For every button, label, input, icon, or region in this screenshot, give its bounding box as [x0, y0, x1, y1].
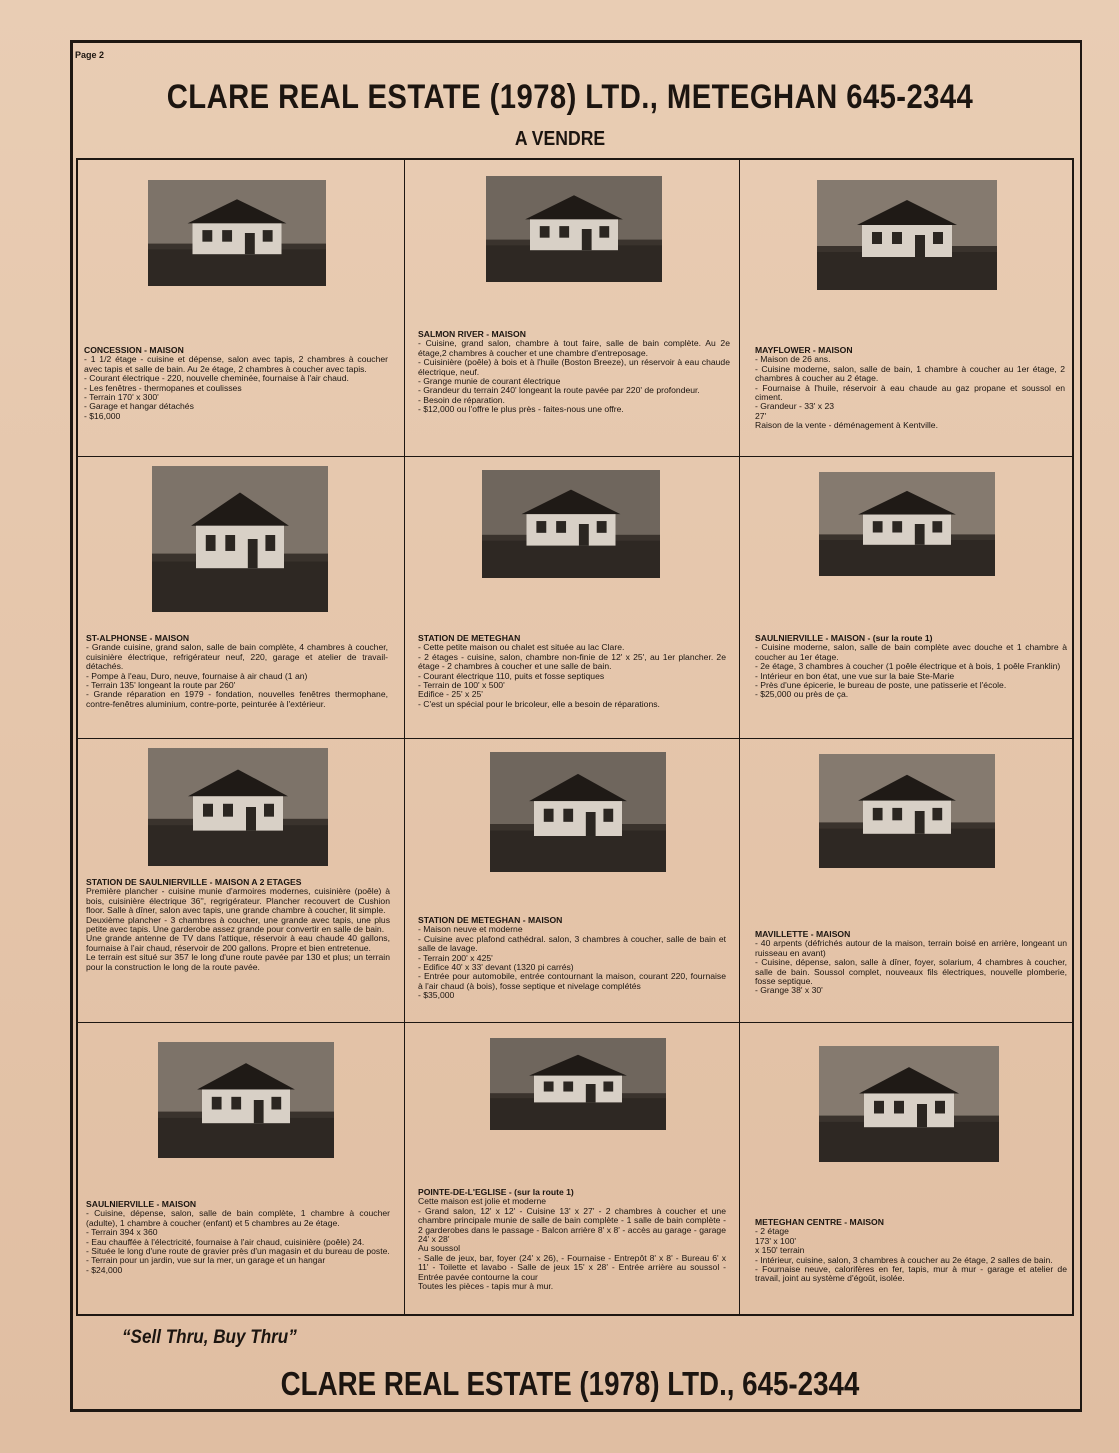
listing-line: - Cuisine, grand salon, chambre à tout faire, salle de bain complète. Au 2e étage,2 chambres à coucher et une chambre d'entreposage. [418, 338, 730, 358]
listing-line: - Courant électrique 110, puits et fosse septiques [418, 670, 605, 681]
listing-text [755, 634, 1067, 700]
house-photo [152, 466, 328, 612]
listing-title: ST-ALPHONSE - MAISON [86, 633, 190, 643]
listing-title: METEGHAN CENTRE - MAISON [755, 1217, 884, 1227]
listing-line: - Salle de jeux, bar, foyer (24' x 26), - Fournaise - Entrepôt 8' x 8' - Bureau 6' x 11' - Toilette et lavabo - Salle de jeux 15' x 28' - Entrée arrière au soussol - Entrée pavée contourne la cour [418, 1252, 726, 1282]
page-title: CLARE REAL ESTATE (1978) LTD., METEGHAN 645-2344 [166, 78, 974, 116]
house-photo [817, 180, 997, 290]
house-photo [819, 1046, 999, 1162]
listing-line: Edifice - 25' x 25' [418, 689, 483, 700]
listing-line: - Grandeur - 33' x 23 [755, 401, 835, 412]
house-photo [148, 180, 326, 286]
listing-text [86, 878, 390, 972]
house-photo [490, 1038, 666, 1130]
listing-line: - 1 1/2 étage - cuisine et dépense, salon avec tapis, 2 chambres à coucher avec tapis et salle de bain. Au 2e étage, 2 chambres à coucher avec tapis. [84, 354, 388, 374]
listing-line: - $12,000 ou l'offre le plus près - faites-nous une offre. [418, 404, 624, 415]
house-photo [158, 1042, 334, 1158]
listing-text [418, 330, 730, 415]
listing-line: - Cuisinière (poêle) à bois et à l'huile (Boston Breeze), un réservoir à eau chaude électrique, neuf. [418, 357, 730, 377]
listing-line: - Cuisine avec plafond cathédral. salon, 3 chambres à coucher, salle de bain et salle de lavage. [418, 933, 726, 954]
listing-cell [404, 456, 739, 738]
listing-cell [739, 160, 1074, 456]
listing-line: Raison de la vente - déménagement à Kentville. [755, 420, 938, 431]
listing-line: - $16,000 [84, 410, 121, 421]
listing-line: - Terrain de 100' x 500' [418, 680, 505, 691]
listing-line: - Près d'une épicerie, le bureau de poste, une patisserie et l'école. [755, 680, 1007, 691]
listing-title: CONCESSION - MAISON [84, 345, 184, 355]
listing-line: - Cuisine moderne, salon, salle de bain, 1 chambre à coucher au 1er étage, 2 chambres à coucher au 2 étage. [755, 363, 1065, 384]
listing-line: - C'est un spécial pour le bricoleur, elle a besoin de réparations. [418, 698, 660, 709]
listing-line: - Cuisine, dépense, salon, salle de bain complète, 1 chambre à coucher (adulte), 1 chambre à coucher (enfant) et 5 chambres au 2e étage. [86, 1208, 390, 1228]
listing-line: - Garage et hangar détachés [84, 401, 194, 412]
listing-line: - Besoin de réparation. [418, 394, 505, 405]
listing-cell [739, 456, 1074, 738]
page-subtitle: A VENDRE [514, 128, 606, 150]
listing-line: x 150' terrain [755, 1245, 805, 1256]
listing-text [418, 1188, 726, 1291]
listing-line: 27' [755, 410, 767, 421]
listing-line: - Grande cuisine, grand salon, salle de bain complète, 4 chambres à coucher, cuisinière électrique, refrigérateur neuf, 220, garage et atelier de travail-détachés. [86, 642, 388, 672]
listing-cell [739, 1022, 1074, 1316]
listing-title: SAULNIERVILLE - MAISON - (sur la route 1) [755, 633, 933, 643]
listing-line: - Courant électrique - 220, nouvelle cheminée, fournaise à l'air chaud. [84, 373, 349, 384]
footer-title: CLARE REAL ESTATE (1978) LTD., 645-2344 [280, 1365, 860, 1402]
listing-title: MAVILLETTE - MAISON [755, 929, 851, 939]
listing-cell [78, 1022, 404, 1316]
listing-text [755, 346, 1065, 431]
listing-line: - Edifice 40' x 33' devant (1320 pi carrés) [418, 962, 574, 973]
listing-cell [78, 738, 404, 1022]
listing-line: Toutes les pièces - tapis mur à mur. [418, 1281, 554, 1292]
listing-title: POINTE-DE-L'EGLISE - (sur la route 1) [418, 1187, 574, 1197]
listing-line: - Entrée pour automobile, entrée contournant la maison, courant 220, fournaise à l'air chaud (à bois), fosse septique et nivelage complétés [418, 971, 726, 991]
listing-line: - Maison de 26 ans. [755, 354, 831, 365]
listing-line: - Grandeur du terrain 240' longeant la route pavée par 220' de profondeur. [418, 385, 700, 396]
listing-text [418, 916, 726, 1001]
listing-title: MAYFLOWER - MAISON [755, 345, 853, 355]
listing-line: - $25,000 ou près de ça. [755, 689, 849, 700]
listing-line: Deuxième plancher - 3 chambres à coucher, une grande avec tapis, une plus petite avec tapis. Une garderobe assez grande pour convertir en salle de bain. [86, 914, 390, 935]
listing-title: SAULNIERVILLE - MAISON [86, 1199, 197, 1209]
listing-cell [404, 738, 739, 1022]
listing-line: - Grange 38' x 30' [755, 985, 823, 996]
listing-line: Une grande antenne de TV dans l'attique, réservoir à eau chaude 40 gallons, fournaise à l'air chaud, réservoir de 200 gallons. Propre et bien entretenue. [86, 933, 390, 953]
listing-text [86, 1200, 390, 1275]
listing-title: STATION DE METEGHAN - MAISON [418, 915, 563, 925]
listing-text [755, 930, 1067, 996]
listing-line: - 2 étages - cuisine, salon, chambre non-finie de 12' x 25', au 1er plancher. 2e étage - 2 chambres à coucher et une salle de bain. [418, 651, 726, 672]
house-photo [148, 748, 328, 866]
house-photo [819, 754, 995, 868]
listing-line: - 2e étage, 3 chambres à coucher (1 poêle électrique et à bois, 1 poêle Franklin) [755, 661, 1061, 672]
house-photo [490, 752, 666, 872]
slogan: “Sell Thru, Buy Thru” [122, 1327, 297, 1348]
listing-line: Le terrain est situé sur 357 le long d'une route pavée par 130 et plus; un terrain pour la construction le long de la route pavée. [86, 952, 390, 972]
listing-line: - Fournaise neuve, calorifères en fer, tapis, mur à mur - garage et atelier de travail, joint au système d'égoût, isolée. [755, 1264, 1067, 1284]
listing-line: - Terrain 170' x 300' [84, 392, 159, 403]
listing-line: Cette maison est jolie et moderne [418, 1196, 547, 1207]
listing-line: - $24,000 [86, 1264, 123, 1275]
listing-line: - Intérieur, cuisine, salon, 3 chambres à coucher au 2e étage, 2 salles de bain. [755, 1254, 1053, 1265]
listing-line: - Maison neuve et moderne [418, 924, 523, 935]
listing-line: - Pompe à l'eau, Duro, neuve, fournaise à air chaud (1 an) [86, 670, 308, 681]
listing-cell [78, 456, 404, 738]
listing-line: 173' x 100' [755, 1235, 797, 1246]
listing-cell [739, 738, 1074, 1022]
listing-line: - Terrain 394 x 360 [86, 1227, 158, 1238]
listing-cell [404, 160, 739, 456]
listing-line: - Située le long d'une route de gravier près d'un magasin et du bureau de poste. [86, 1246, 390, 1257]
listing-line: - 40 arpents (défrichés autour de la maison, terrain boisé en arrière, longeant un ruisseau en avant) [755, 938, 1067, 958]
listing-line: - Les fenêtres - thermopanes et coulisses [84, 382, 242, 393]
listing-line: - Cuisine moderne, salon, salle de bain complète avec douche et 1 chambre à coucher au 1er étage. [755, 642, 1067, 662]
listing-text [86, 634, 388, 709]
listing-cell [78, 160, 404, 456]
listing-line: Au soussol [418, 1243, 461, 1254]
listing-line: - Terrain 135' longeant la route par 260' [86, 680, 236, 691]
listing-line: - Grande réparation en 1979 - fondation, nouvelles fenêtres thermophane, contre-fenêtres aluminium, contre-porte, peinturée à l'extérieur. [86, 689, 388, 709]
listing-title: STATION DE SAULNIERVILLE - MAISON A 2 ETAGES [86, 877, 302, 887]
listing-line: - Cuisine, dépense, salon, salle à dîner, foyer, solarium, 4 chambres à coucher, salle de bain. Soussol complet, nouveaux fils électriques, nouvelle plomberie, fosse septique. [755, 957, 1067, 987]
listing-line: Première plancher - cuisine munie d'armoires modernes, cuisinière (poêle) à bois, cuisinière électrique 36'', regrigérateur. Plancher recouvert de Cushion floor. Salle à dîner, salon avec tapis, une grande chambre à coucher, lit simple. [86, 886, 390, 916]
listing-text [755, 1218, 1067, 1284]
house-photo [482, 470, 660, 578]
listings-grid [76, 158, 1074, 1316]
listing-line: - Grand salon, 12' x 12' - Cuisine 13' x 27' - 2 chambres à coucher et une chambre principale munie de salle de bain complète - 1 salle de bain complète - 2 garderobes dans le passage - Balcon arrière 8' x 8' - accès au garage - garage 24' x 28' [418, 1205, 726, 1245]
listing-line: - $35,000 [418, 990, 455, 1001]
listing-line: - Eau chauffée à l'électricité, fournaise à l'air chaud, cuisinière (poêle) 24. [86, 1236, 365, 1247]
house-photo [819, 472, 995, 576]
listing-line: - Intérieur en bon état, une vue sur la baie Ste-Marie [755, 670, 955, 681]
listing-line: - Fournaise à l'huile, réservoir à eau chaude au gaz propane et soussol en ciment. [755, 382, 1065, 403]
listing-line: - Grange munie de courant électrique [418, 376, 561, 387]
listing-cell [404, 1022, 739, 1316]
page-label: Page 2 [75, 50, 105, 60]
listing-text [418, 634, 726, 709]
listing-line: - Terrain 200' x 425' [418, 952, 493, 963]
house-photo [486, 176, 662, 282]
listing-title: STATION DE METEGHAN [418, 633, 521, 643]
listing-line: - Cette petite maison ou chalet est située au lac Clare. [418, 642, 625, 653]
listing-text [84, 346, 388, 421]
listing-line: - Terrain pour un jardin, vue sur la mer, un garage et un hangar [86, 1255, 326, 1266]
listing-line: - 2 étage [755, 1226, 789, 1237]
listing-title: SALMON RIVER - MAISON [418, 329, 526, 339]
